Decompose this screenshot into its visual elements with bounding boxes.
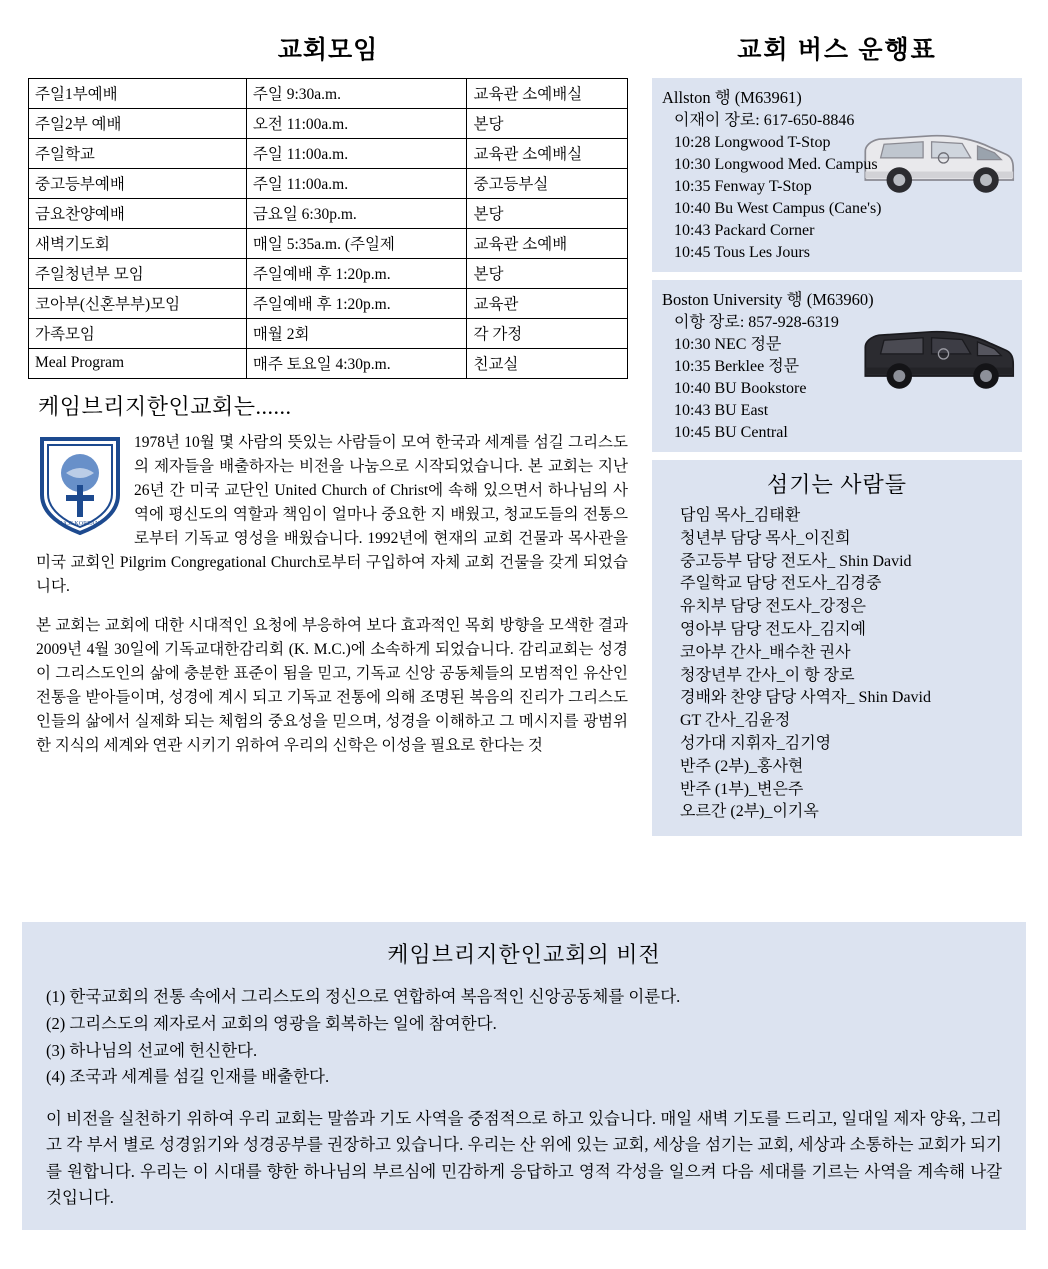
meeting-time: 금요일 6:30p.m. [246,199,467,229]
list-item: GT 간사_김윤정 [680,712,791,730]
table-row [29,319,628,349]
svg-text:UCC KOREAN: UCC KOREAN [60,521,100,527]
meetings-section [28,30,628,379]
bus-route-boston-university [652,280,1022,452]
list-item: 오르간 (2부)_이기옥 [680,803,819,821]
meeting-name: 주일2부 예배 [29,109,247,139]
bus-stop: 10:43 BU East [674,402,769,419]
meeting-place: 본당 [467,109,628,139]
meeting-time: 주일 11:00a.m. [246,169,467,199]
meeting-time: 오전 11:00a.m. [246,109,467,139]
table-row [29,79,628,109]
church-crest-logo [36,433,124,537]
vision-section [22,922,1026,1230]
bus-stop: 10:45 Tous Les Jours [674,244,810,261]
bus-route-name: Allston 행 (M63961) [662,88,802,107]
table-row [29,259,628,289]
servants-section [652,460,1022,836]
meeting-time: 매주 토요일 4:30p.m. [246,349,467,379]
servants-title: 섬기는 사람들 [766,472,907,497]
bus-stop: 10:40 Bu West Campus (Cane's) [674,200,882,217]
meeting-name: 주일청년부 모임 [29,259,247,289]
meeting-time: 주일 11:00a.m. [246,139,467,169]
bus-stop: 10:35 Fenway T-Stop [674,178,812,195]
vision-item: (2) 그리스도의 제자로서 교회의 영광을 회복하는 일에 참여한다. [46,1013,497,1033]
meeting-place: 교육관 [467,289,628,319]
vision-item: (1) 한국교회의 전통 속에서 그리스도의 정신으로 연합하여 복음적인 신앙공동체를 이룬다. [46,987,681,1006]
meetings-table [28,78,628,379]
meetings-title: 교회모임 [277,37,379,64]
meeting-place: 본당 [467,259,628,289]
meeting-place: 교육관 소예배실 [467,79,628,109]
meeting-time: 주일예배 후 1:20p.m. [246,259,467,289]
meeting-time: 주일예배 후 1:20p.m. [246,289,467,319]
bus-route-contact: 이항 장로: 857-928-6319 [674,314,839,331]
table-row [29,169,628,199]
meeting-name: 코아부(신혼부부)모임 [29,289,247,319]
meeting-place: 중고등부실 [467,169,628,199]
bus-schedule-title: 교회 버스 운행표 [737,37,937,64]
list-item: 중고등부 담당 전도사_ Shin David [680,552,912,570]
bus-stop: 10:43 Packard Corner [674,222,815,239]
meeting-time: 매일 5:35a.m. (주일제 [246,229,467,259]
list-item: 청장년부 간사_이 항 장로 [680,666,855,684]
vision-item: (4) 조국과 세계를 섬길 인재를 배출한다. [46,1067,330,1087]
list-item: 성가대 지휘자_김기영 [680,734,832,752]
meeting-place: 교육관 소예배 [467,229,628,259]
bus-stop: 10:45 BU Central [674,424,788,441]
table-row [29,349,628,379]
table-row [29,289,628,319]
meeting-time: 매월 2회 [246,319,467,349]
meeting-name: 주일1부예배 [29,79,247,109]
list-item: 영아부 담당 전도사_김지예 [680,620,867,638]
bus-stop: 10:35 Berklee 정문 [674,358,800,375]
bus-stop: 10:30 Longwood Med. Campus [674,156,878,173]
list-item: 반주 (2부)_홍사현 [680,757,804,775]
table-row [29,139,628,169]
intro-paragraph-2: 본 교회는 교회에 대한 시대적인 요청에 부응하여 보다 효과적인 목회 방향을 모색한 결과 2009년 4월 30일에 기독교대한감리회 (K. M.C.)에 소속하게 되었습니다. 감리교회는 성경이 그리스도인의 삶에 충분한 표준이 됨을 믿고, 기독교 신앙 공동체들의 모범적인 유산인 전통을 받아들이며, 성경에 계시 되고 기독교 전통에 의해 조명된 복음의 진리가 그리스도인들의 삶에서 실제화 되는 체험의 중요성을 믿으며, 성경을 이해하고 그 메시지를 광범위한 지식의 세계와 연관 시키기 위하여 우리의 신학은 이성을 필요로 한다는 것 [36,617,628,755]
bus-route-name: Boston University 행 (M63960) [662,290,874,309]
meeting-place: 교육관 소예배실 [467,139,628,169]
bus-stop: 10:28 Longwood T-Stop [674,134,831,151]
list-item: 반주 (1부)_변은주 [680,780,804,798]
list-item: 경배와 찬양 담당 사역자_ Shin David [680,689,932,707]
table-row [29,199,628,229]
meeting-place: 친교실 [467,349,628,379]
table-row [29,229,628,259]
meeting-time: 주일 9:30a.m. [246,79,467,109]
meeting-name: 주일학교 [29,139,247,169]
intro-heading: 케임브리지한인교회는...... [38,394,292,419]
meeting-name: Meal Program [29,349,247,379]
meeting-place: 각 가정 [467,319,628,349]
meeting-place: 본당 [467,199,628,229]
meeting-name: 가족모임 [29,319,247,349]
church-intro-section [36,390,628,773]
bus-route-allston [652,78,1022,272]
bus-stop: 10:30 NEC 정문 [674,336,782,353]
meeting-name: 새벽기도회 [29,229,247,259]
list-item: 유치부 담당 전도사_강정은 [680,598,867,616]
vision-paragraph: 이 비전을 실천하기 위하여 우리 교회는 말씀과 기도 사역을 중점적으로 하고 있습니다. 매일 새벽 기도를 드리고, 일대일 제자 양육, 그리고 각 부서 별로 성경읽기와 성경공부를 권장하고 있습니다. 우리는 산 위에 있는 교회, 세상을 섬기는 교회, 세상과 소통하는 교회가 되기를 원합니다. 우리는 이 시대를 향한 하나님의 부르심에 민감하게 응답하고 영적 각성을 일으켜 다음 세대를 기르는 사역을 계속해 나갈 것입니다. [46,1109,1002,1208]
list-item: 청년부 담당 목사_이진희 [680,529,851,547]
vision-item: (3) 하나님의 선교에 헌신한다. [46,1040,258,1060]
list-item: 코아부 간사_배수찬 권사 [680,643,851,661]
table-row [29,109,628,139]
intro-body [36,431,628,758]
intro-paragraph-1: 1978년 10월 몇 사람의 뜻있는 사람들이 모여 한국과 세계를 섬길 그리스도의 제자들을 배출하자는 비전을 나눔으로 시작되었습니다. 본 교회는 지난 26년 간 미국 교단인 United Church of Christ에 속해 있으면서 하나님의 사역에 평신도의 역할과 책임이 얼마나 중요한 지 배웠고, 청교도들의 전통으로부터 기독교 영성을 배웠습니다. 1992년에 현재의 교회 건물과 목사관을 미국 교회인 Pilgrim Congregational Church로부터 구입하여 자체 교회 건물을 갖게 되었습니다. [36,434,628,596]
meeting-name: 중고등부예배 [29,169,247,199]
meeting-name: 금요찬양예배 [29,199,247,229]
list-item: 주일학교 담당 전도사_김경중 [680,575,882,593]
right-column [652,30,1022,836]
list-item: 담임 목사_김태환 [680,507,801,524]
bus-stop: 10:40 BU Bookstore [674,380,807,397]
vision-title: 케임브리지한인교회의 비전 [387,942,661,967]
bus-route-contact: 이재이 장로: 617-650-8846 [674,112,855,129]
